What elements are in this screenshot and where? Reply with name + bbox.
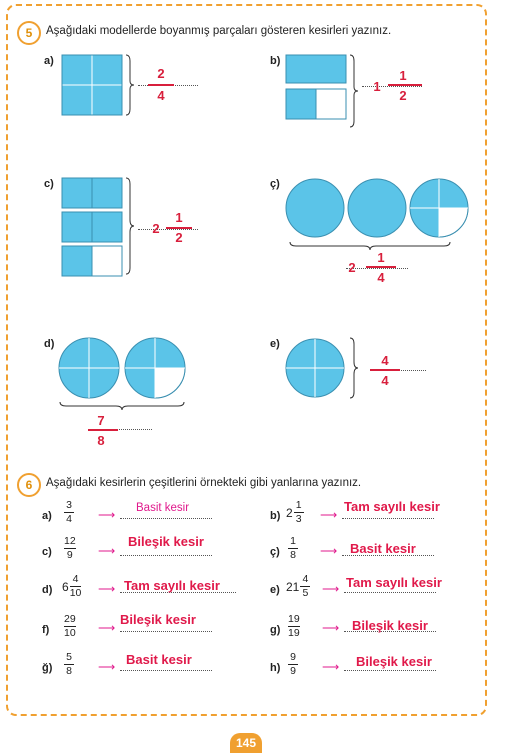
q6-cc-fraction — [288, 536, 298, 561]
q6-d-answer: Tam sayılı kesir — [124, 578, 220, 593]
q5-d-model — [56, 336, 192, 412]
q5-d-denominator: 8 — [97, 433, 105, 448]
q6-b-denominator: 3 — [295, 513, 302, 525]
q5-e-label: e) — [270, 338, 280, 350]
q5-c-denominator: 2 — [175, 230, 183, 245]
q6-c-numerator: 12 — [64, 535, 76, 547]
q6-c-fraction — [64, 536, 76, 561]
q6-c-answer: Bileşik kesir — [128, 534, 204, 549]
q5-a-model — [60, 53, 135, 117]
q6-f-label: f) — [42, 624, 50, 636]
question-5-number: 5 — [17, 21, 41, 45]
q6-a-arrow-icon: ⟶ — [98, 508, 116, 522]
q5-a-label: a) — [44, 55, 54, 67]
q6-gg-numerator: 5 — [66, 651, 72, 663]
q6-e-arrow-icon: ⟶ — [322, 582, 340, 596]
q6-a-dots — [120, 518, 212, 519]
q6-d-fraction — [62, 574, 81, 599]
question-6-instruction: Aşağıdaki kesirlerin çeşitlerini örnekteki gibi yanlarına yazınız. — [46, 477, 362, 489]
q6-a-label: a) — [42, 510, 52, 522]
page-number: 145 — [230, 733, 262, 753]
q6-b-whole: 2 — [286, 505, 293, 520]
q5-d-label: d) — [44, 338, 55, 350]
q6-e-fraction — [286, 574, 310, 599]
q6-gg-denominator: 8 — [66, 665, 72, 677]
q6-b-numerator: 1 — [295, 499, 302, 511]
q6-g-answer: Bileşik kesir — [352, 618, 428, 633]
q6-e-denominator: 5 — [302, 587, 309, 599]
q6-d-numerator: 4 — [72, 573, 79, 585]
q6-g-denominator: 19 — [288, 627, 300, 639]
q5-cc-whole: 2 — [348, 260, 356, 275]
q6-b-arrow-icon: ⟶ — [320, 508, 338, 522]
q6-e-numerator: 4 — [302, 573, 309, 585]
q5-b-numerator: 1 — [399, 68, 407, 83]
q6-d-denominator: 10 — [69, 587, 82, 599]
q6-a-fraction — [64, 500, 74, 525]
q6-h-answer: Bileşik kesir — [356, 654, 432, 669]
q6-g-numerator: 19 — [288, 613, 300, 625]
q6-cc-arrow-icon: ⟶ — [320, 544, 338, 558]
q5-b-denominator: 2 — [399, 88, 407, 103]
q5-cc-denominator: 4 — [377, 270, 385, 285]
q6-a-denominator: 4 — [66, 513, 72, 525]
q5-c-model — [60, 176, 135, 282]
q5-b-model — [284, 53, 359, 131]
q5-c-label: c) — [44, 178, 54, 190]
q5-b-whole: 1 — [373, 79, 381, 94]
q6-cc-answer: Basit kesir — [350, 541, 416, 556]
q6-g-arrow-icon: ⟶ — [322, 621, 340, 635]
q6-cc-denominator: 8 — [290, 549, 296, 561]
q5-a-denominator: 4 — [157, 88, 165, 103]
q6-gg-answer: Basit kesir — [126, 652, 192, 667]
q6-c-dots — [120, 555, 212, 556]
q5-e-fraction-bar — [370, 369, 400, 371]
q6-g-fraction — [288, 614, 300, 639]
q5-e-denominator: 4 — [381, 373, 389, 388]
q5-a-numerator: 2 — [157, 66, 165, 81]
q6-a-answer: Basit kesir — [136, 502, 190, 514]
q5-c-fraction-bar — [166, 227, 192, 229]
q6-h-fraction — [288, 652, 298, 677]
q6-f-denominator: 10 — [64, 627, 76, 639]
q6-c-label: c) — [42, 546, 52, 558]
q6-e-answer: Tam sayılı kesir — [346, 575, 442, 590]
q6-cc-label: ç) — [270, 546, 280, 558]
q6-e-dots — [344, 592, 436, 593]
q6-gg-fraction — [64, 652, 74, 677]
q5-b-fraction-bar — [388, 84, 422, 86]
q5-b-label: b) — [270, 55, 281, 67]
q6-d-whole: 6 — [62, 579, 69, 594]
q6-b-dots — [342, 518, 434, 519]
q5-a-fraction-bar — [148, 84, 174, 86]
q6-f-numerator: 29 — [64, 613, 76, 625]
q5-e-model — [284, 336, 364, 402]
q5-cc-model — [284, 176, 474, 252]
q6-a-numerator: 3 — [66, 499, 72, 511]
q5-d-numerator: 7 — [97, 413, 105, 428]
q5-cc-fraction-bar — [366, 266, 396, 268]
q5-cc-label: ç) — [270, 178, 280, 190]
q6-h-numerator: 9 — [290, 651, 296, 663]
question-6-number: 6 — [17, 473, 41, 497]
q6-d-label: d) — [42, 584, 53, 596]
q6-h-denominator: 9 — [290, 665, 296, 677]
question-5-instruction: Aşağıdaki modellerde boyanmış parçaları gösteren kesirleri yazınız. — [46, 25, 392, 37]
q6-cc-numerator: 1 — [290, 535, 296, 547]
q6-b-fraction — [286, 500, 304, 525]
q5-cc-numerator: 1 — [377, 250, 385, 265]
q6-f-answer: Bileşik kesir — [120, 612, 196, 627]
q6-f-dots — [120, 631, 212, 632]
q6-f-fraction — [64, 614, 76, 639]
q6-e-whole: 21 — [286, 579, 300, 594]
q6-gg-label: ğ) — [42, 662, 53, 674]
q6-f-arrow-icon: ⟶ — [98, 621, 116, 635]
q6-b-answer: Tam sayılı kesir — [344, 499, 440, 514]
q5-d-fraction-bar — [88, 429, 118, 431]
q6-h-arrow-icon: ⟶ — [322, 660, 340, 674]
q6-h-dots — [344, 670, 436, 671]
q6-e-label: e) — [270, 584, 280, 596]
q6-d-arrow-icon: ⟶ — [98, 582, 116, 596]
q6-gg-dots — [120, 670, 212, 671]
q6-h-label: h) — [270, 662, 281, 674]
q6-c-denominator: 9 — [66, 549, 73, 561]
q5-e-numerator: 4 — [381, 353, 389, 368]
q6-gg-arrow-icon: ⟶ — [98, 660, 116, 674]
q6-b-label: b) — [270, 510, 281, 522]
q5-c-whole: 2 — [152, 221, 160, 236]
q6-c-arrow-icon: ⟶ — [98, 544, 116, 558]
q5-c-numerator: 1 — [175, 210, 183, 225]
q6-g-label: g) — [270, 624, 281, 636]
